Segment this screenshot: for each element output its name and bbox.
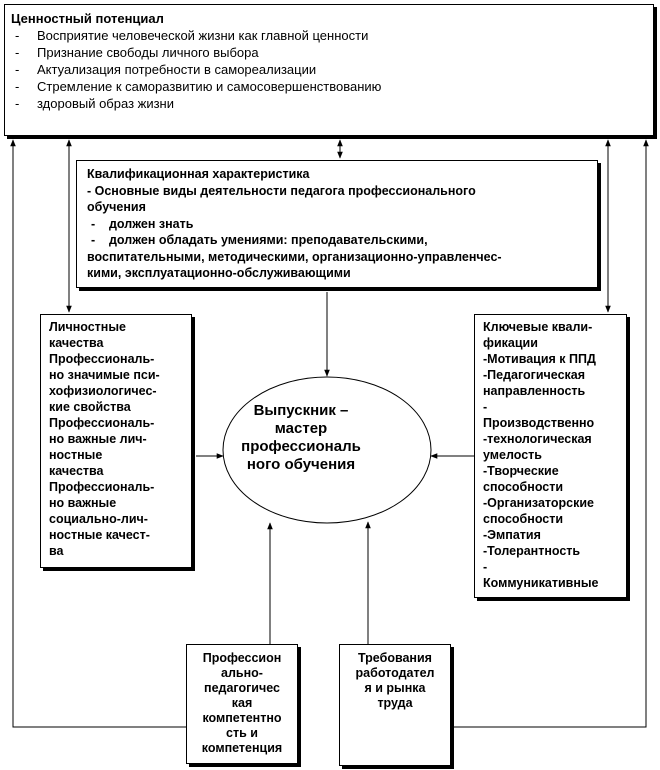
- list-item: - Актуализация потребности в самореализации: [11, 61, 647, 78]
- box-line: качества: [49, 336, 104, 350]
- box-line: Профессиональ-: [49, 352, 155, 366]
- box-line: -Организаторские: [483, 496, 594, 510]
- qualification-box: [76, 160, 598, 288]
- list-item: - Стремление к саморазвитию и самосовершенствованию: [11, 78, 647, 95]
- box-line: сть и: [226, 726, 258, 740]
- box-line: направленность: [483, 384, 586, 398]
- personal-qualities-box: [40, 314, 192, 568]
- box-line: Производственно: [483, 416, 595, 430]
- box-line: Требования: [358, 651, 432, 665]
- box-line: умелость: [483, 448, 542, 462]
- box-line: ностные: [49, 448, 103, 462]
- box-line: ностные качест-: [49, 528, 150, 542]
- box-line: педагогичес: [204, 681, 280, 695]
- graduate-line: профессиональ: [241, 438, 361, 455]
- box-line: качества: [49, 464, 104, 478]
- box-line: -: [483, 560, 488, 574]
- box-line: Коммуникативные: [483, 576, 599, 590]
- box-line: но значимые пси-: [49, 368, 160, 382]
- box-line: ально-: [221, 666, 263, 680]
- box-line: но важные лич-: [49, 432, 147, 446]
- graduate-line: ного обучения: [246, 456, 356, 473]
- box-line: способности: [483, 480, 564, 494]
- box-line: -Толерантность: [483, 544, 581, 558]
- box-line: -технологическая: [483, 432, 592, 446]
- values-potential-box: [4, 4, 654, 136]
- box-line: компетентно: [202, 711, 282, 725]
- graduate-line: Выпускник –: [253, 402, 349, 419]
- box-line: Профессиональ-: [49, 416, 155, 430]
- qualification-line: кими, эксплуатационно-обслуживающими: [87, 266, 351, 280]
- box-line: хофизиологичес-: [49, 384, 157, 398]
- box-line: Личностные: [49, 320, 126, 334]
- qualification-line: - Основные виды деятельности педагога профессионального: [87, 183, 476, 198]
- list-item: - Восприятие человеческой жизни как главной ценности: [11, 27, 647, 44]
- box-line: фикации: [483, 336, 538, 350]
- box-line: кие свойства: [49, 400, 131, 414]
- box-line: кая: [231, 696, 253, 710]
- list-item: - Признание свободы личного выбора: [11, 44, 647, 61]
- list-item: - здоровый образ жизни: [11, 95, 647, 112]
- box-line: Профессион: [202, 651, 282, 665]
- qualification-line: обучения: [87, 200, 146, 214]
- box-line: -Педагогическая: [483, 368, 586, 382]
- box-line: Профессиональ-: [49, 480, 155, 494]
- graduate-line: мастер: [274, 420, 328, 437]
- box-line: способности: [483, 512, 564, 526]
- list-item: - должен знать: [87, 216, 587, 233]
- box-line: я и рынка: [364, 681, 426, 695]
- box-line: но важные: [49, 496, 117, 510]
- values-potential-title: Ценностный потенциал: [11, 11, 164, 26]
- box-line: -Творческие: [483, 464, 559, 478]
- box-line: ва: [49, 544, 64, 558]
- box-line: -Эмпатия: [483, 528, 541, 542]
- box-line: компетенция: [201, 741, 283, 755]
- qualification-line: воспитательными, методическими, организационно-управленчес-: [87, 249, 502, 264]
- employer-requirements-box: [339, 644, 451, 766]
- box-line: труда: [377, 696, 413, 710]
- key-qualifications-box: [474, 314, 627, 598]
- graduate-label: [236, 402, 366, 474]
- values-potential-list: [11, 27, 647, 112]
- box-line: работодател: [355, 666, 435, 680]
- box-line: социально-лич-: [49, 512, 148, 526]
- qualification-list: [87, 216, 587, 249]
- box-line: Ключевые квали-: [483, 320, 593, 334]
- competence-box: [186, 644, 298, 764]
- box-line: -: [483, 400, 488, 414]
- box-line: -Мотивация к ППД: [483, 352, 596, 366]
- qualification-title: Квалификационная характеристика: [87, 167, 310, 181]
- list-item: - должен обладать умениями: преподавательскими,: [87, 232, 587, 249]
